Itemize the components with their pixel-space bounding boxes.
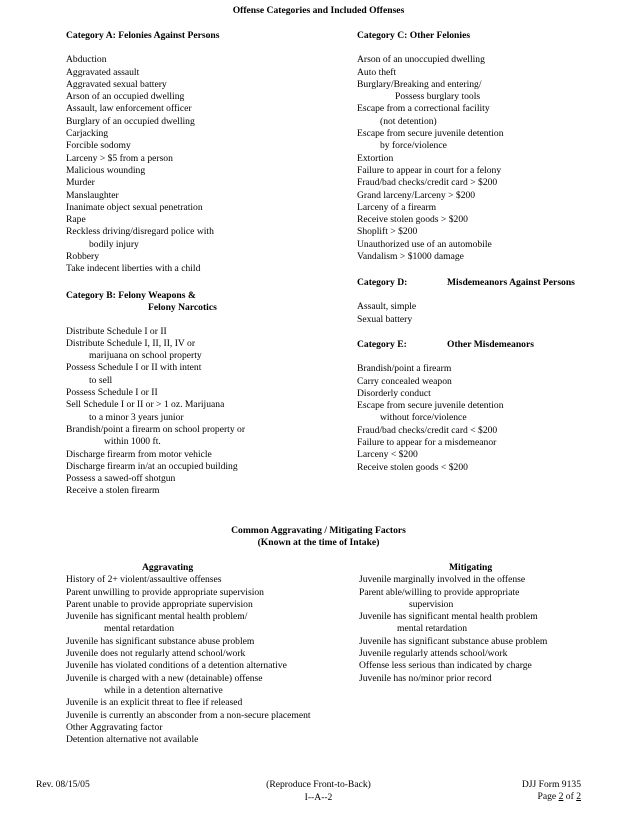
list-item: Burglary of an occupied dwelling [66,115,195,127]
list-item: Carjacking [66,128,109,140]
list-item: while in a detention alternative [104,684,223,696]
page-indicator [538,791,581,803]
list-item: Escape from a correctional facility [357,103,490,115]
page-code: I--A--2 [304,792,333,803]
list-item: Larceny < $200 [357,449,418,461]
aggravating-heading: Aggravating [142,562,194,573]
category-a [66,30,220,276]
list-item: Receive stolen goods < $200 [357,461,468,473]
list-item: Burglary/Breaking and entering/ [357,78,482,90]
list-item: Failure to appear in court for a felony [357,164,502,176]
list-item: Offense less serious than indicated by charge [359,660,532,672]
list-item: Brandish/point a firearm [357,363,452,375]
list-item: Juvenile has significant substance abuse problem [359,635,548,647]
category-d-heading [357,277,575,289]
list-item: Discharge firearm from motor vehicle [66,448,212,460]
list-item: Rape [66,214,86,226]
list-item: Aggravated sexual battery [66,78,167,90]
list-item: Brandish/point a firearm on school property or [66,423,246,435]
list-item: Auto theft [357,66,397,78]
list-item: Take indecent liberties with a child [66,263,201,275]
list-item: Distribute Schedule I, II, II, IV or [66,337,196,349]
list-item: Larceny > $5 from a person [66,152,173,164]
category-d-label: Category D: [357,277,408,288]
list-item: without force/violence [380,412,467,424]
list-item: Forcible sodomy [66,140,131,152]
list-item: bodily injury [89,238,139,250]
list-item: Extortion [357,152,394,164]
list-item: Juvenile regularly attends school/work [359,648,508,660]
list-item: Juvenile has significant substance abuse problem [66,635,255,647]
list-item: Fraud/bad checks/credit card > $200 [357,177,498,189]
list-item: Possess burglary tools [395,91,481,103]
list-item: Parent unable to provide appropriate supervision [66,598,253,610]
list-item: Unauthorized use of an automobile [357,238,492,250]
page-of: of [565,791,574,802]
category-c [357,30,504,263]
category-e-heading [357,339,534,351]
revision-date: Rev. 08/15/05 [36,779,90,790]
document-title: Offense Categories and Included Offenses [232,5,405,16]
list-item: Parent able/willing to provide appropriate [359,586,520,598]
list-item: Sexual battery [357,313,413,325]
page-number: 2 [558,791,564,802]
category-d [357,277,575,326]
list-item: Larceny of a firearm [357,201,437,213]
list-item: Possess a sawed-off shotgun [66,473,176,485]
list-item: to sell [89,374,113,386]
list-item: Carry concealed weapon [357,375,452,387]
list-item: Manslaughter [66,189,119,201]
list-item: Receive a stolen firearm [66,485,160,497]
list-item: Detention alternative not available [66,734,199,746]
list-item: Sell Schedule I or II or > 1 oz. Marijuana [66,399,225,411]
list-item: mental retardation [104,623,175,635]
list-item: Malicious wounding [66,164,146,176]
list-item: Juvenile is an explicit threat to flee if released [66,697,243,709]
mitigating-heading: Mitigating [449,562,493,573]
list-item: Parent unwilling to provide appropriate supervision [66,586,264,598]
list-item: Assault, simple [357,301,417,313]
list-item: Abduction [66,54,107,66]
aggravating-list [66,574,311,746]
list-item: Receive stolen goods > $200 [357,214,468,226]
list-item: Reckless driving/disregard police with [66,226,214,238]
list-item: Vandalism > $1000 damage [357,251,464,263]
list-item: marijuana on school property [89,350,202,362]
mitigating-section [359,562,547,685]
list-item: Fraud/bad checks/credit card < $200 [357,424,498,436]
list-item: to a minor 3 years junior [89,411,184,423]
list-item: Disorderly conduct [357,387,431,399]
mitigating-list [359,574,547,685]
reproduce-note: (Reproduce Front-to-Back) [266,779,371,790]
category-a-heading: Category A: Felonies Against Persons [66,30,220,41]
list-item: Murder [66,177,95,189]
list-item: Inanimate object sexual penetration [66,201,203,213]
list-item: Possess Schedule I or II with intent [66,362,202,374]
factors-subtitle: (Known at the time of Intake) [257,537,380,548]
list-item: Arson of an unoccupied dwelling [357,54,485,66]
list-item: Aggravated assault [66,66,140,78]
list-item: Escape from secure juvenile detention [357,400,504,412]
list-item: History of 2+ violent/assaultive offenses [66,574,222,586]
list-item: Grand larceny/Larceny > $200 [357,189,476,201]
page-total: 2 [576,791,581,802]
list-item: Escape from secure juvenile detention [357,128,504,140]
list-item: Possess Schedule I or II [66,387,158,399]
form-number: DJJ Form 9135 [521,779,581,790]
list-item: Juvenile marginally involved in the offense [359,574,526,586]
category-b-heading-2: Felony Narcotics [148,302,217,314]
factors-title: Common Aggravating / Mitigating Factors [231,525,406,536]
category-e [357,339,534,474]
list-item: Assault, law enforcement officer [66,103,192,115]
list-item: supervision [409,598,454,610]
list-item: Other Aggravating factor [66,721,163,733]
category-a-list [66,54,220,275]
category-d-list [357,301,575,326]
list-item: (not detention) [380,115,437,127]
category-b-list [66,326,245,498]
aggravating-section [66,562,311,746]
list-item: Juvenile has no/minor prior record [359,672,492,684]
list-item: mental retardation [397,623,468,635]
list-item: Shoplift > $200 [357,226,418,238]
list-item: Discharge firearm in/at an occupied building [66,460,238,472]
category-e-name: Other Misdemeanors [447,339,534,350]
category-b [66,290,245,498]
list-item: Juvenile is currently an absconder from a non-secure placement [66,709,311,721]
list-item: Failure to appear for a misdemeanor [357,437,497,449]
list-item: Arson of an occupied dwelling [66,91,185,103]
category-c-list [357,54,504,263]
category-b-heading-1: Category B: Felony Weapons & [66,290,196,301]
page-label: Page [537,791,557,802]
list-item: Juvenile has significant mental health problem [359,611,538,623]
list-item: Distribute Schedule I or II [66,325,167,337]
category-d-name: Misdemeanors Against Persons [447,277,575,288]
list-item: Robbery [66,251,100,263]
category-c-heading: Category C: Other Felonies [357,30,471,41]
list-item: within 1000 ft. [104,436,161,448]
list-item: Juvenile has violated conditions of a detention alternative [66,660,287,672]
category-e-list [357,363,534,474]
list-item: by force/violence [380,140,447,152]
list-item: Juvenile does not regularly attend school/work [66,648,246,660]
list-item: Juvenile has significant mental health problem/ [66,611,248,623]
list-item: Juvenile is charged with a new (detainable) offense [66,672,263,684]
category-e-label: Category E: [357,339,407,350]
